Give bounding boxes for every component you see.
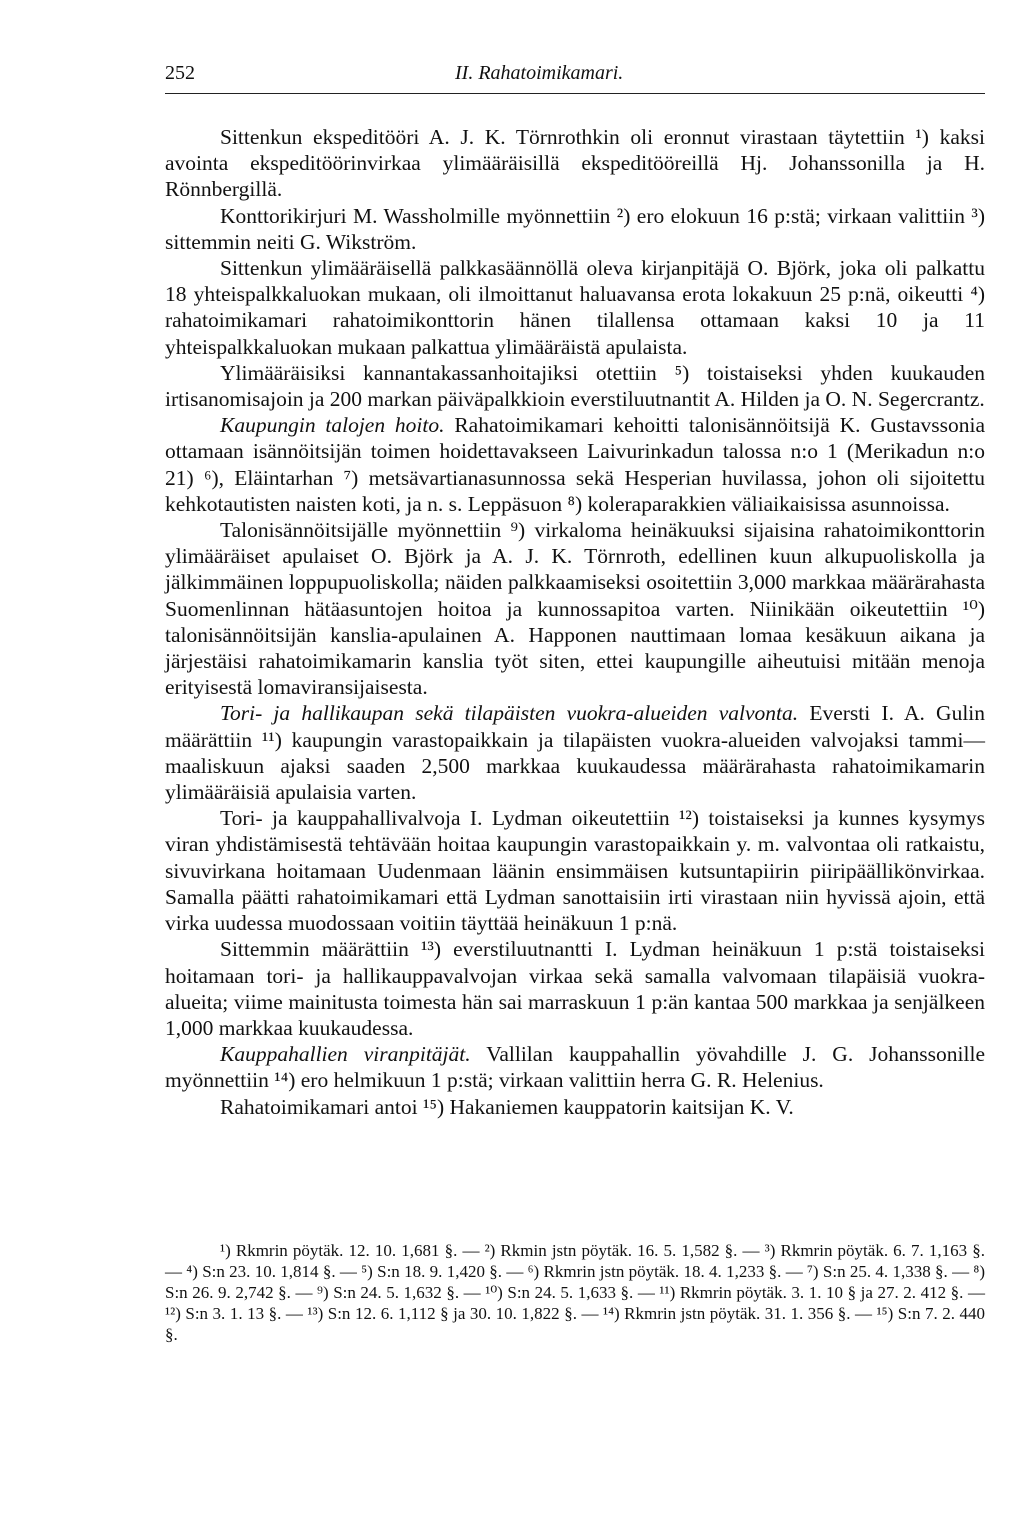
page-number: 252 [165,62,195,84]
footnotes [165,1240,985,1345]
paragraph: Ylimääräisiksi kannantakassanhoitajiksi otettiin ⁵) toistaiseksi yhden kuukauden irtisanomisajoin ja 200 markan päiväpalkkioin everstiluutnantit A. Hilden ja O. N. Segercrantz. [165,360,985,412]
section-text: Rahatoimikamari kehoitti talonisännöitsijä K. Gustavssonia ottamaan isännöitsijän toimen hoidettavakseen Laivurinkadun talossa n:o 1 (Merikadun n:o 21) ⁶), Eläintarhan ⁷) metsävartianasunnossa sekä Hesperian huvilassa, johon oli sijoitettu kehkotautisten naisten koti, ja n. s. Leppäsuon ⁸) koleraparakkien väliaikaisissa asunnoissa. [165,413,986,516]
paragraph: Sittenkun ekspeditööri A. J. K. Törnrothkin oli eronnut virastaan täytettiin ¹) kaksi avointa ekspeditöörinvirkaa ylimääräisillä ekspeditööreillä Hj. Johanssonilla ja H. Rönnbergillä. [165,125,985,202]
paragraph: Rahatoimikamari antoi ¹⁵) Hakaniemen kauppatorin kaitsijan K. V. [220,1094,794,1119]
section-kauppahallien [165,1041,985,1093]
paragraph: Sittemmin määrättiin ¹³) everstiluutnantti I. Lydman heinäkuun 1 p:stä toistaiseksi hoitamaan tori- ja hallikauppavalvojan virkaa sekä samalla valvomaan tilapäisiä vuokra-alueita; viime mainitusta toimesta hän sai marraskuun 1 p:än kantaa 500 markkaa ja senjälkeen 1,000 markkaa kuukaudessa. [165,937,985,1040]
section-heading: Kaupungin talojen hoito. [220,413,445,438]
footnote-text: ¹) Rkmrin pöytäk. 12. 10. 1,681 §. — ²) Rkmin jstn pöytäk. 16. 5. 1,582 §. — ³) Rkmrin pöytäk. 6. 7. 1,163 §. — ⁴) S:n 23. 10. 1,814 §. — ⁵) S:n 18. 9. 1,420 §. — ⁶) Rkmrin jstn pöytäk. 18. 4. 1,233 §. — ⁷) S:n 25. 4. 1,338 §. — ⁸) S:n 26. 9. 2,742 §. — ⁹) S:n 24. 5. 1,632 §. — ¹⁰) S:n 24. 5. 1,633 §. — ¹¹) Rkmrin pöytäk. 3. 1. 10 § ja 27. 2. 412 §. — ¹²) S:n 3. 1. 13 §. — ¹³) S:n 12. 6. 1,112 § ja 30. 10. 1,822 §. — ¹⁴) Rkmrin jstn pöytäk. 31. 1. 356 §. — ¹⁵) S:n 7. 2. 440 §. [165,1241,985,1344]
paragraph: Talonisännöitsijälle myönnettiin ⁹) virkaloma heinäkuuksi sijaisina rahatoimikonttorin ylimääräiset apulaiset O. Björk ja A. J. K. Törnroth, edellinen kuun alkupuoliskolla ja jälkimmäinen loppupuoliskolla; näiden palkkaamiseksi osoitettiin 3,000 markkaa määrärahasta Suomenlinnan hätäasuntojen hoitoa ja kunnossapitoa varten. Niinikään oikeutettiin ¹⁰) talonisännöitsijän kanslia-apulainen A. Happonen nauttimaan lomaa kesäkuun aikana ja järjestäisi rahatoimikamarin kanslia työt siten, ettei kaupungille aiheutuisi mitään menoja erityisestä lomaviransijaisesta. [165,518,985,700]
running-title: II. Rahatoimikamari. [455,62,624,84]
section-kaupungin [165,412,985,517]
section-tori [165,700,985,805]
paragraph: Sittenkun ylimääräisellä palkkasäännöllä oleva kirjanpitäjä O. Björk, joka oli palkattu 18 yhteispalkkaluokan mukaan, oli ilmoittanut haluavansa erota lokakuun 25 p:nä, oikeutti ⁴) rahatoimikamari rahatoimikonttorin hänen tilallensa ottamaan kaksi 10 ja 11 yhteispalkkaluokan mukaan palkattua ylimääräistä apulaista. [165,256,985,359]
section-heading: Tori- ja hallikaupan sekä tilapäisten vuokra-alueiden valvonta. [220,701,799,726]
paragraph: Konttorikirjuri M. Wassholmille myönnettiin ²) ero elokuun 16 p:stä; virkaan valittiin ³) sittemmin neiti G. Wikström. [165,203,985,254]
section-text: Eversti I. A. Gulin määrättiin ¹¹) kaupungin varastopaikkain ja tilapäisten vuokra-alueiden valvojaksi tammi—maaliskuun ajaksi saaden 2,500 markkaa kuukaudessa määrärahasta rahatoimikamarin ylimääräisiä apulaisia varten. [165,701,986,805]
paragraph: Tori- ja kauppahallivalvoja I. Lydman oikeutettiin ¹²) toistaiseksi ja kunnes kysymys viran yhdistämisestä tehtävään hoitaa kaupungin varastopaikkain y. m. valvontaa oli ratkaistu, sivuvirkana hoitamaan Uudenmaan läänin ensimmäisen kutsuntapiirin piiripäällikönvirkaa. Samalla päätti rahatoimikamari että Lydman sanottaisiin irti virastaan niin hyvissä ajoin, että virka uudessa muodossaan voitiin täyttää heinäkuun 1 p:nä. [165,806,985,936]
header-rule [165,93,985,94]
running-header [165,62,985,92]
section-heading: Kauppahallien viranpitäjät. [220,1042,471,1067]
section-text: Vallilan kauppahallin yövahdille J. G. Johanssonille myönnettiin ¹⁴) ero helmikuun 1 p:stä; virkaan valittiin herra G. R. Helenius. [165,1042,985,1093]
main-text [165,124,985,1120]
